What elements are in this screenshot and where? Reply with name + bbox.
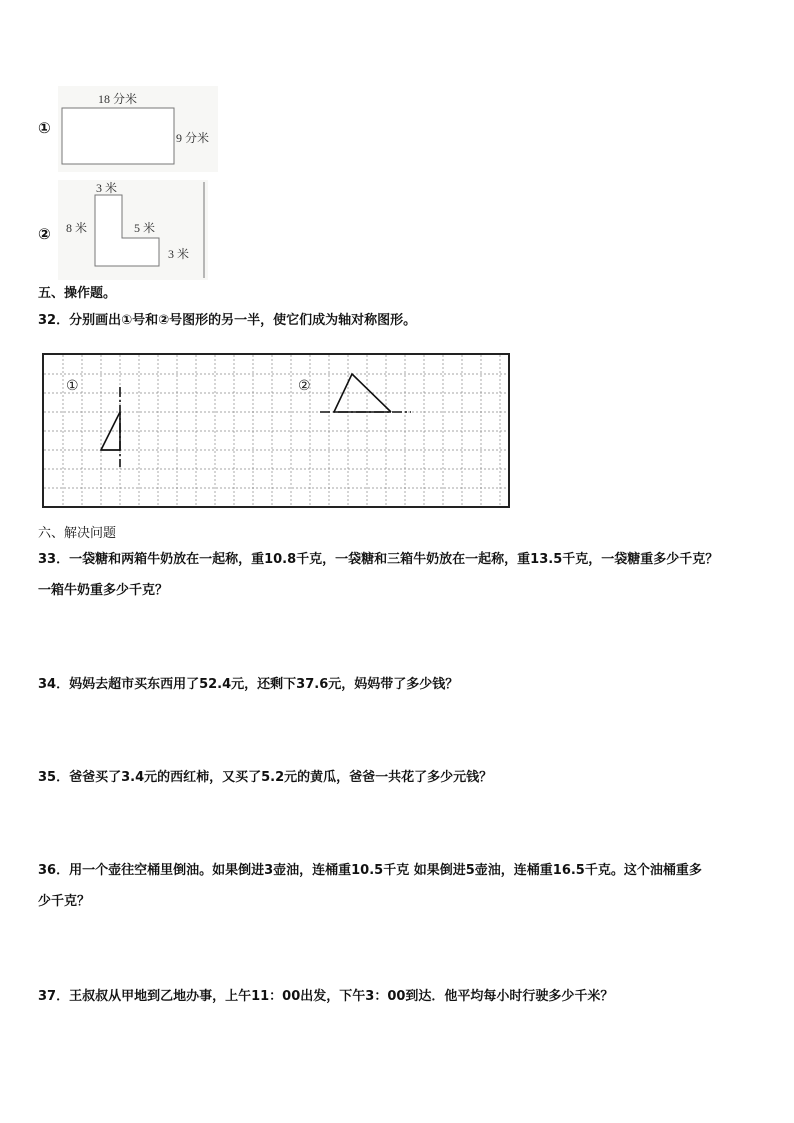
question-34: 34．妈妈去超市买东西用了52.4元，还剩下37.6元，妈妈带了多少钱？ [38,677,459,692]
figure-1-width-label: 18 分米 [98,92,138,106]
question-37: 37．王叔叔从甲地到乙地办事，上午11：00出发，下午3：00到达．他平均每小时行驶多少千米？ [38,989,614,1004]
figure-1-marker: ① [38,119,51,137]
question-36-line-1: 36．用一个壶往空桶里倒油。如果倒进3壶油，连桶重10.5千克 如果倒进5壶油，连桶重16.5千克。这个油桶重多 [38,863,702,878]
figure-2-top-label: 3 米 [96,181,118,195]
question-36-line-2: 少千克？ [38,894,91,909]
grid-marker-1: ① [66,378,79,394]
figure-1-height-label: 9 分米 [176,131,210,145]
figure-2-right-label: 3 米 [168,247,190,261]
question-32: 32．分别画出①号和②号图形的另一半，使它们成为轴对称图形。 [38,313,417,328]
figure-2-marker: ② [38,225,51,243]
figure-1-rectangle [58,86,218,172]
figure-2-inner-label: 5 米 [134,221,156,235]
question-35: 35．爸爸买了3.4元的西红柿，又买了5.2元的黄瓜，爸爸一共花了多少元钱？ [38,770,493,785]
section-5-heading: 五、操作题。 [38,286,117,301]
section-6-heading: 六、解决问题 [38,526,117,541]
figure-2-left-label: 8 米 [66,221,88,235]
figure-2-l-shape [58,180,208,280]
grid-marker-2: ② [298,378,311,394]
question-33-line-1: 33．一袋糖和两箱牛奶放在一起称，重10.8千克，一袋糖和三箱牛奶放在一起称，重13.5千克，一袋糖重多少千克？ [38,552,719,567]
question-33-line-2: 一箱牛奶重多少千克？ [38,583,169,598]
drawing-grid[interactable] [42,353,510,508]
